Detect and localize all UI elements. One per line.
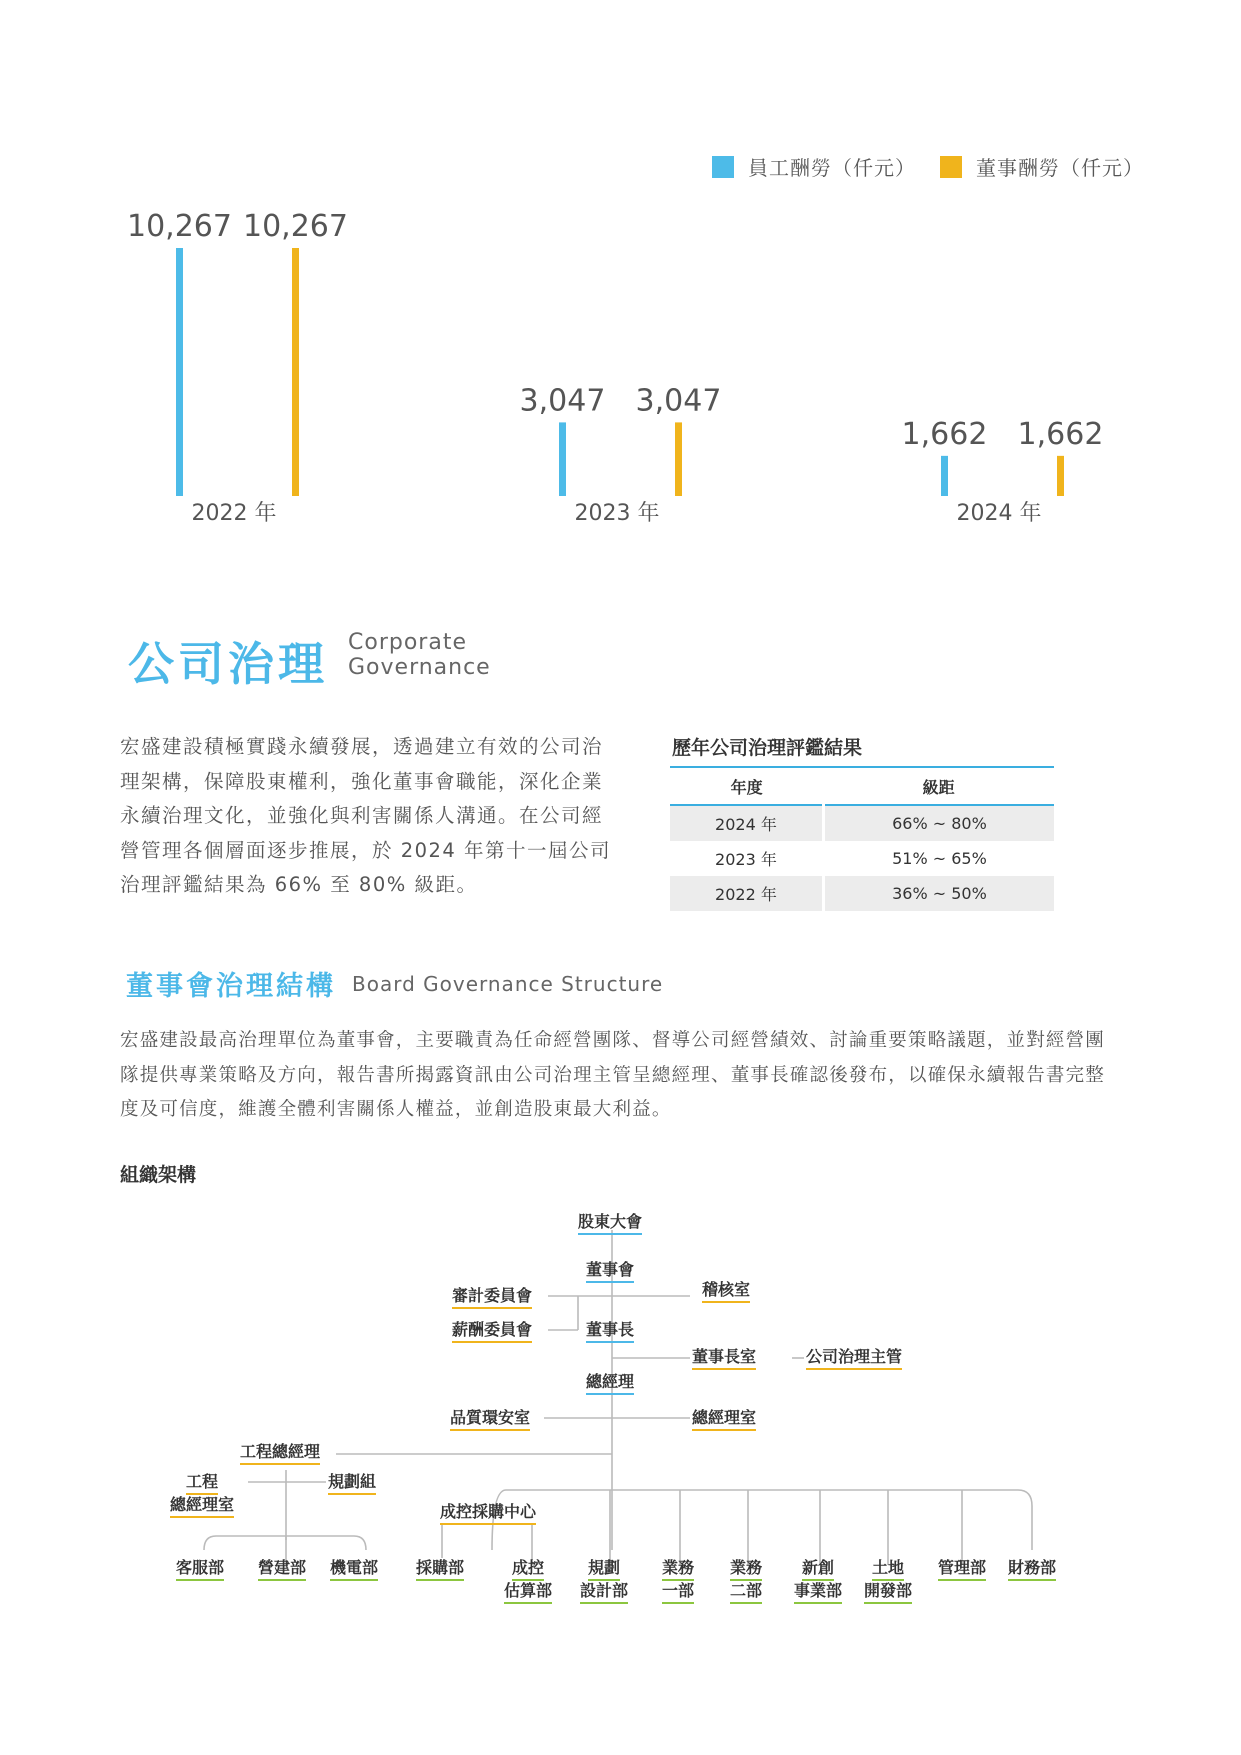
- bar-value-label: 3,047: [635, 383, 722, 419]
- org-node-label: 開發部: [864, 1581, 912, 1604]
- org-node-biz2: [730, 1558, 762, 1604]
- org-node-design: [580, 1558, 628, 1604]
- evaluation-table: [670, 766, 1054, 911]
- org-node-label: 品質環安室: [450, 1408, 530, 1431]
- org-node-label: 股東大會: [578, 1212, 642, 1235]
- bar-director-1: [675, 422, 682, 496]
- table-header-year: 年度: [670, 767, 823, 805]
- category-label: 2022 年: [191, 501, 277, 526]
- org-node-label: 審計委員會: [452, 1286, 532, 1309]
- org-node-audit-committee: [452, 1286, 532, 1309]
- org-node-label: 新創: [802, 1558, 834, 1581]
- org-node-label: 業務: [662, 1558, 694, 1581]
- table-cell-year: 2024 年: [670, 805, 823, 841]
- table-header-range: 級距: [823, 767, 1054, 805]
- org-node-label: 估算部: [504, 1581, 552, 1604]
- table-cell-range: 36% ~ 50%: [823, 876, 1054, 911]
- table-title: 歷年公司治理評鑑結果: [672, 737, 863, 759]
- org-node-eng-gm-office: [170, 1472, 234, 1518]
- org-node-label: 管理部: [938, 1558, 986, 1581]
- board-title-en: Board Governance Structure: [352, 972, 664, 996]
- org-node-customer: [176, 1558, 224, 1581]
- org-node-president-office: [692, 1408, 756, 1431]
- org-node-president: [586, 1372, 634, 1395]
- table-cell-range: 66% ~ 80%: [823, 805, 1054, 841]
- section-title-en-line2: Governance: [348, 655, 491, 680]
- org-node-chairman-office: [692, 1347, 756, 1370]
- bar-employee-0: [176, 248, 183, 496]
- org-node-label: 財務部: [1008, 1558, 1056, 1581]
- org-node-label: 董事長室: [692, 1347, 756, 1370]
- org-node-label: 事業部: [794, 1581, 842, 1604]
- org-node-venture: [794, 1558, 842, 1604]
- table-row: [670, 876, 1054, 911]
- table-cell-range: 51% ~ 65%: [892, 849, 987, 868]
- org-chart-title: 組織架構: [120, 1164, 197, 1186]
- org-node-label: 業務: [730, 1558, 762, 1581]
- category-label: 2023 年: [574, 501, 660, 526]
- org-node-label: 成控採購中心: [440, 1502, 536, 1525]
- org-node-finance: [1008, 1558, 1056, 1581]
- org-node-label: 一部: [662, 1581, 694, 1604]
- org-node-land: [864, 1558, 912, 1604]
- section-title-zh: 公司治理: [128, 637, 328, 691]
- governance-paragraph: 宏盛建設積極實踐永續發展，透過建立有效的公司治理架構，保障股東權利，強化董事會職能，深化企業永續治理文化，並強化與利害關係人溝通。在公司經營管理各個層面逐步推展，於 2024 年第十一屆公司治理評鑑結果為 66% 至 80% 級距。: [120, 735, 612, 896]
- org-node-label: 二部: [730, 1581, 762, 1604]
- org-node-label: 工程: [186, 1472, 218, 1495]
- bar-value-label: 1,662: [901, 416, 988, 452]
- org-node-quality: [450, 1408, 530, 1431]
- org-node-label: 公司治理主管: [806, 1347, 902, 1370]
- board-paragraph: 宏盛建設最高治理單位為董事會，主要職責為任命經營團隊、督導公司經營績效、討論重要策略議題，並對經營團隊提供專業策略及方向，報告書所揭露資訊由公司治理主管呈總經理、董事長確認後發布，以確保永續報告書完整度及可信度，維護全體利害關係人權益，並創造股東最大利益。: [120, 1030, 1106, 1120]
- bar-value-label: 3,047: [519, 383, 606, 419]
- org-node-label: 總經理室: [692, 1408, 756, 1431]
- bar-director-2: [1057, 456, 1064, 496]
- org-node-label: 規劃組: [328, 1472, 376, 1495]
- org-node-label: 土地: [872, 1558, 904, 1581]
- bar-employee-2: [941, 456, 948, 496]
- org-node-audit-office: [702, 1280, 750, 1303]
- board-title-zh: 董事會治理結構: [126, 971, 336, 1002]
- org-node-label: 董事長: [586, 1320, 634, 1343]
- org-node-label: 設計部: [580, 1581, 628, 1604]
- org-node-shareholders: [578, 1212, 642, 1235]
- bar-value-label: 1,662: [1017, 416, 1104, 452]
- org-node-chairman: [586, 1320, 634, 1343]
- category-label: 2024 年: [956, 501, 1042, 526]
- org-node-label: 工程總經理: [240, 1442, 320, 1465]
- org-node-planning-group: [328, 1472, 376, 1495]
- org-node-label: 董事會: [586, 1260, 634, 1283]
- org-node-eng-gm: [240, 1442, 320, 1465]
- org-node-comp-committee: [452, 1320, 532, 1343]
- org-node-admin: [938, 1558, 986, 1581]
- section-title-en-line1: Corporate: [348, 630, 467, 655]
- org-node-board: [586, 1260, 634, 1283]
- org-node-label: 薪酬委員會: [452, 1320, 532, 1343]
- org-node-label: 機電部: [330, 1558, 378, 1581]
- table-cell-year: 2023 年: [670, 841, 823, 876]
- org-node-cost-estimate: [504, 1558, 552, 1604]
- org-node-label: 總經理室: [170, 1495, 234, 1518]
- org-node-label: 總經理: [586, 1372, 634, 1395]
- org-node-label: 採購部: [416, 1558, 464, 1581]
- compensation-bar-chart: [0, 0, 1241, 540]
- org-node-label: 成控: [512, 1558, 544, 1581]
- org-node-cost-center: [440, 1502, 536, 1525]
- bar-value-label: 10,267: [243, 209, 348, 244]
- org-node-label: 規劃: [588, 1558, 620, 1581]
- table-row: [670, 841, 1054, 876]
- bar-value-label: 10,267: [127, 209, 232, 244]
- org-node-mech: [330, 1558, 378, 1581]
- bar-employee-1: [559, 422, 566, 496]
- table-row: [670, 805, 1054, 841]
- table-cell-year: 2022 年: [670, 876, 823, 911]
- org-chart: [0, 1190, 1241, 1630]
- org-node-construction: [258, 1558, 306, 1581]
- org-node-gov-officer: [806, 1347, 902, 1370]
- section-title-en: [348, 630, 491, 680]
- org-node-label: 客服部: [176, 1558, 224, 1581]
- org-node-biz1: [662, 1558, 694, 1604]
- org-node-label: 稽核室: [702, 1280, 750, 1303]
- org-node-purchasing: [416, 1558, 464, 1581]
- legend-label-director: 董事酬勞（仟元）: [976, 156, 1144, 180]
- table-header-row: [670, 767, 1054, 805]
- legend-label-employee: 員工酬勞（仟元）: [748, 156, 916, 180]
- org-node-label: 營建部: [258, 1558, 306, 1581]
- bar-director-0: [292, 248, 299, 496]
